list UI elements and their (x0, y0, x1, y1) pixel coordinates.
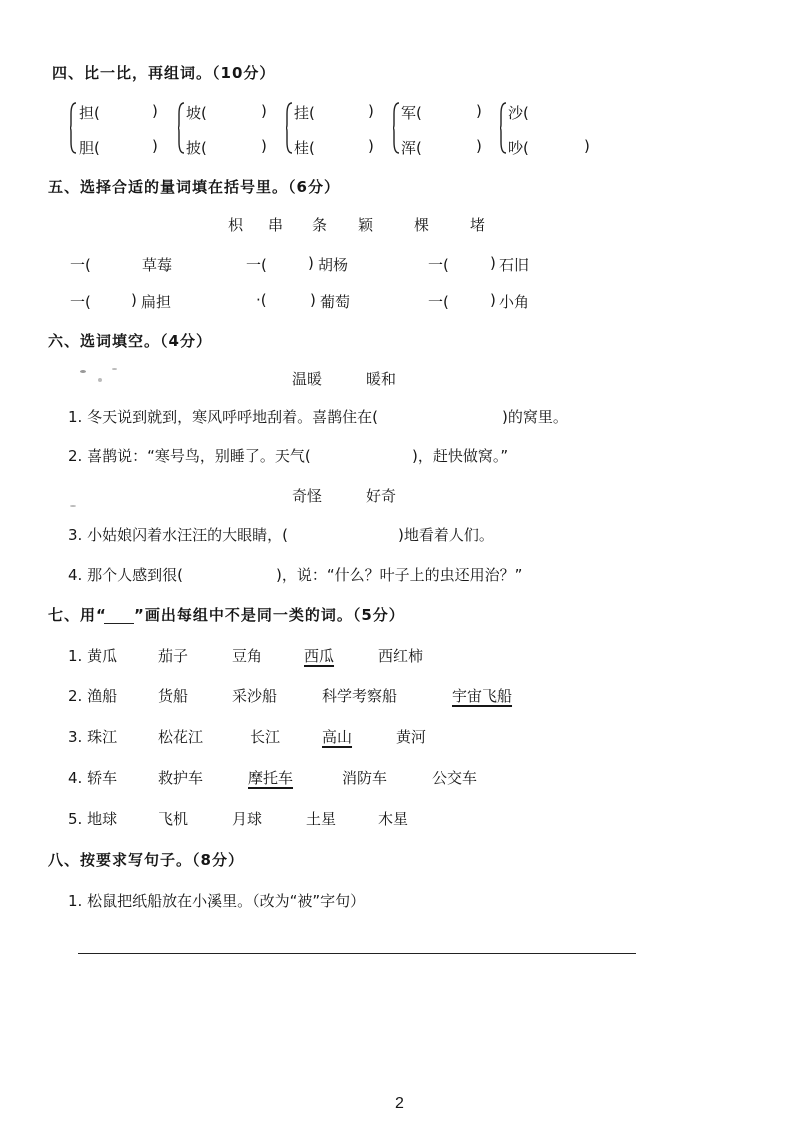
question-2-part-a: 2. 喜鹊说：“寒号鸟，别睡了。天气( (68, 447, 311, 465)
option-word: 串 (268, 216, 284, 234)
row-label: 5. 地球 (68, 810, 118, 828)
blank-prefix: 一( (428, 293, 449, 311)
word-option: 奇怪 (292, 487, 323, 505)
group-1-bottom-close: ) (152, 137, 158, 155)
section-8-title: 八、按要求写句子。（8分） (48, 851, 244, 869)
noun: 草莓 (142, 256, 173, 274)
blank-prefix: 一( (70, 293, 91, 311)
blank-prefix: ·( (256, 291, 267, 309)
brace-icon (70, 102, 77, 154)
noun: 胡杨 (318, 256, 349, 274)
question-4-part-b: )，说：“什么？叶子上的虫还用治？” (276, 566, 523, 584)
section-5-title: 五、选择合适的量词填在括号里。（6分） (48, 178, 340, 196)
group-4-top-close: ) (476, 102, 482, 120)
row-label: 3. 珠江 (68, 728, 118, 746)
word-option: 温暖 (292, 370, 323, 388)
rewrite-question-1: 1. 松鼠把纸船放在小溪里。（改为“被”字句） (68, 892, 366, 910)
word-option: 好奇 (366, 487, 397, 505)
scan-smudge (80, 370, 86, 373)
word: 救护车 (158, 769, 204, 787)
question-1-part-b: )的窝里。 (502, 408, 568, 426)
group-5-bottom-close: ) (584, 137, 590, 155)
word: 采沙船 (232, 687, 278, 705)
question-1-part-a: 1. 冬天说到就到，寒风呼呼地刮着。喜鹊住在( (68, 408, 378, 426)
underlined-word: 宇宙飞船 (452, 687, 513, 705)
blank-prefix: 一( (246, 256, 267, 274)
word: 土星 (306, 810, 337, 828)
section-4-title: 四、比一比，再组词。（10分） (52, 64, 276, 82)
word: 木星 (378, 810, 409, 828)
option-word: 条 (312, 216, 328, 234)
question-3-part-b: )地看着人们。 (398, 526, 494, 544)
blank-close: ) (308, 254, 314, 272)
group-2-top-close: ) (261, 102, 267, 120)
group-3-top-close: ) (368, 102, 374, 120)
question-2-part-b: )，赶快做窝。” (412, 447, 509, 465)
noun: 扁担 (141, 293, 172, 311)
group-5-top: 沙( (508, 104, 529, 122)
group-3-top: 挂( (294, 104, 315, 122)
group-2-bottom: 披( (186, 139, 207, 157)
underlined-word: 高山 (322, 728, 353, 746)
group-1-top: 担( (79, 104, 100, 122)
scan-smudge (70, 505, 76, 507)
sample-underline (104, 623, 134, 624)
option-word: 棵 (414, 216, 430, 234)
scan-smudge (112, 368, 117, 370)
noun: 石旧 (499, 256, 530, 274)
word: 西红柿 (378, 647, 424, 665)
word: 月球 (232, 810, 263, 828)
word-option: 暖和 (366, 370, 397, 388)
word: 松花江 (158, 728, 204, 746)
answer-line (78, 953, 636, 954)
noun: 葡萄 (320, 293, 351, 311)
underlined-word: 西瓜 (304, 647, 335, 665)
scan-smudge (98, 378, 102, 382)
question-4-part-a: 4. 那个人感到很( (68, 566, 183, 584)
row-label: 1. 黄瓜 (68, 647, 118, 665)
blank-prefix: 一( (70, 256, 91, 274)
group-1-top-close: ) (152, 102, 158, 120)
section-6-title: 六、选词填空。（4分） (48, 332, 212, 350)
brace-icon (500, 102, 507, 154)
option-word: 堵 (470, 216, 486, 234)
option-word: 枳 (228, 216, 244, 234)
group-3-bottom: 桂( (294, 139, 315, 157)
row-label: 2. 渔船 (68, 687, 118, 705)
blank-prefix: 一( (428, 256, 449, 274)
section-7-title-b: ”画出每组中不是同一类的词。（5分） (134, 606, 405, 624)
row-label: 4. 轿车 (68, 769, 118, 787)
blank-close: ) (310, 291, 316, 309)
word: 长江 (250, 728, 281, 746)
word: 茄子 (158, 647, 189, 665)
blank-close: ) (490, 254, 496, 272)
group-4-bottom: 浑( (401, 139, 422, 157)
question-3-part-a: 3. 小姑娘闪着水汪汪的大眼睛，( (68, 526, 288, 544)
word: 豆角 (232, 647, 263, 665)
brace-icon (286, 102, 293, 154)
blank-close: ) (490, 291, 496, 309)
group-3-bottom-close: ) (368, 137, 374, 155)
group-4-bottom-close: ) (476, 137, 482, 155)
word: 飞机 (158, 810, 189, 828)
brace-icon (393, 102, 400, 154)
blank-close: ) (131, 291, 137, 309)
group-2-bottom-close: ) (261, 137, 267, 155)
word: 公交车 (432, 769, 478, 787)
word: 黄河 (396, 728, 427, 746)
brace-icon (178, 102, 185, 154)
underlined-word: 摩托车 (248, 769, 294, 787)
word: 科学考察船 (322, 687, 398, 705)
word: 消防车 (342, 769, 388, 787)
group-5-bottom: 吵( (508, 139, 529, 157)
noun: 小角 (499, 293, 530, 311)
option-word: 颖 (358, 216, 374, 234)
page-number: 2 (395, 1095, 404, 1112)
word: 货船 (158, 687, 189, 705)
section-7-title-a: 七、用“ (48, 606, 107, 624)
group-2-top: 坡( (186, 104, 207, 122)
group-1-bottom: 胆( (79, 139, 100, 157)
group-4-top: 军( (401, 104, 422, 122)
